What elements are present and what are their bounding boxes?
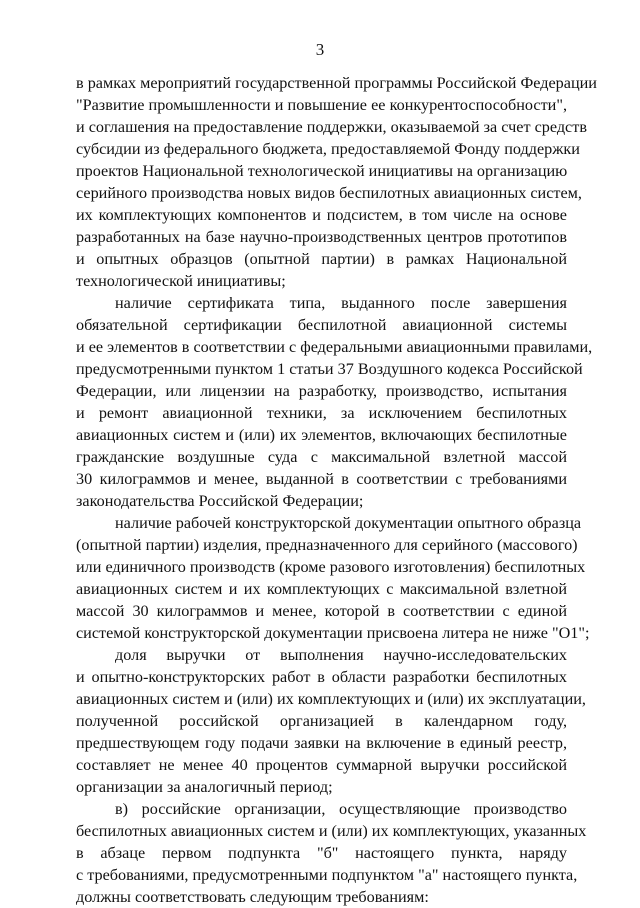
paragraph-line: технологической инициативы; xyxy=(76,272,286,290)
paragraph-line: в рамках мероприятий государственной программы Российской Федерации xyxy=(76,74,597,92)
paragraph-line: или единичного производств (кроме разового изготовления) беспилотных xyxy=(76,558,586,576)
paragraph-line: наличие рабочей конструкторской документации опытного образца xyxy=(115,514,582,532)
paragraph-line: проектов Национальной технологической инициативы на организацию xyxy=(76,162,568,180)
paragraph-line: составляет не менее 40 процентов суммарной выручки российской xyxy=(76,756,567,774)
paragraph-line: 30 килограммов и менее, выданной в соответствии с требованиями xyxy=(76,470,567,488)
paragraph-line: "Развитие промышленности и повышение ее конкурентоспособности", xyxy=(76,96,567,114)
paragraph-line: Федерации, или лицензии на разработку, производство, испытания xyxy=(76,382,567,400)
paragraph-line: в абзаце первом подпункта "б" настоящего пункта, наряду xyxy=(76,844,567,862)
paragraph-line: наличие сертификата типа, выданного после завершения xyxy=(115,294,567,312)
paragraph-3 xyxy=(76,512,590,644)
paragraph-line: предшествующем году подачи заявки на включение в единый реестр, xyxy=(76,734,567,752)
paragraph-line: и ремонт авиационной техники, за исключением беспилотных xyxy=(76,404,567,422)
paragraph-line: в) российские организации, осуществляющие производство xyxy=(115,800,567,818)
paragraph-line: разработанных на базе научно-производственных центров прототипов xyxy=(76,228,567,246)
paragraph-line: должны соответствовать следующим требованиям: xyxy=(76,888,429,906)
paragraph-line: доля выручки от выполнения научно-исследовательских xyxy=(115,646,567,664)
paragraph-line: беспилотных авиационных систем и (или) их комплектующих, указанных xyxy=(76,822,587,840)
paragraph-line: (опытной партии) изделия, предназначенного для серийного (массового) xyxy=(76,536,578,554)
paragraph-line: авиационных систем и (или) их элементов, включающих беспилотные xyxy=(76,426,567,444)
paragraph-line: организации за аналогичный период; xyxy=(76,778,333,796)
page-number: 3 xyxy=(315,40,325,59)
paragraph-line: обязательной сертификации беспилотной авиационной системы xyxy=(76,316,567,334)
paragraph-2 xyxy=(76,292,593,512)
paragraph-line: и ее элементов в соответствии с федеральными авиационными правилами, xyxy=(76,338,593,356)
paragraph-line: авиационных систем и (или) их комплектующих и (или) их эксплуатации, xyxy=(76,690,586,708)
paragraph-line: гражданские воздушные суда с максимальной взлетной массой xyxy=(76,448,567,466)
paragraph-line: системой конструкторской документации присвоена литера не ниже "О1"; xyxy=(76,624,590,642)
paragraph-line: и соглашения на предоставление поддержки, оказываемой за счет средств xyxy=(76,118,587,136)
paragraph-1 xyxy=(76,72,597,292)
paragraph-line: полученной российской организацией в календарном году, xyxy=(76,712,567,730)
paragraph-line: и опытно-конструкторских работ в области разработки беспилотных xyxy=(76,668,567,686)
paragraph-line: и опытных образцов (опытной партии) в рамках Национальной xyxy=(76,250,567,268)
paragraph-5 xyxy=(76,798,587,908)
paragraph-line: их комплектующих компонентов и подсистем, в том числе на основе xyxy=(76,206,567,224)
paragraph-line: авиационных систем и их комплектующих с максимальной взлетной xyxy=(76,580,567,598)
paragraph-line: массой 30 килограммов и менее, которой в соответствии с единой xyxy=(76,602,567,620)
paragraph-4 xyxy=(76,644,586,798)
document-body xyxy=(76,72,597,908)
paragraph-line: субсидии из федерального бюджета, предоставляемой Фонду поддержки xyxy=(76,140,580,158)
paragraph-line: предусмотренными пунктом 1 статьи 37 Воздушного кодекса Российской xyxy=(76,360,583,378)
paragraph-line: законодательства Российской Федерации; xyxy=(76,492,364,510)
paragraph-line: с требованиями, предусмотренными подпунктом "а" настоящего пункта, xyxy=(76,866,578,884)
paragraph-line: серийного производства новых видов беспилотных авиационных систем, xyxy=(76,184,582,202)
